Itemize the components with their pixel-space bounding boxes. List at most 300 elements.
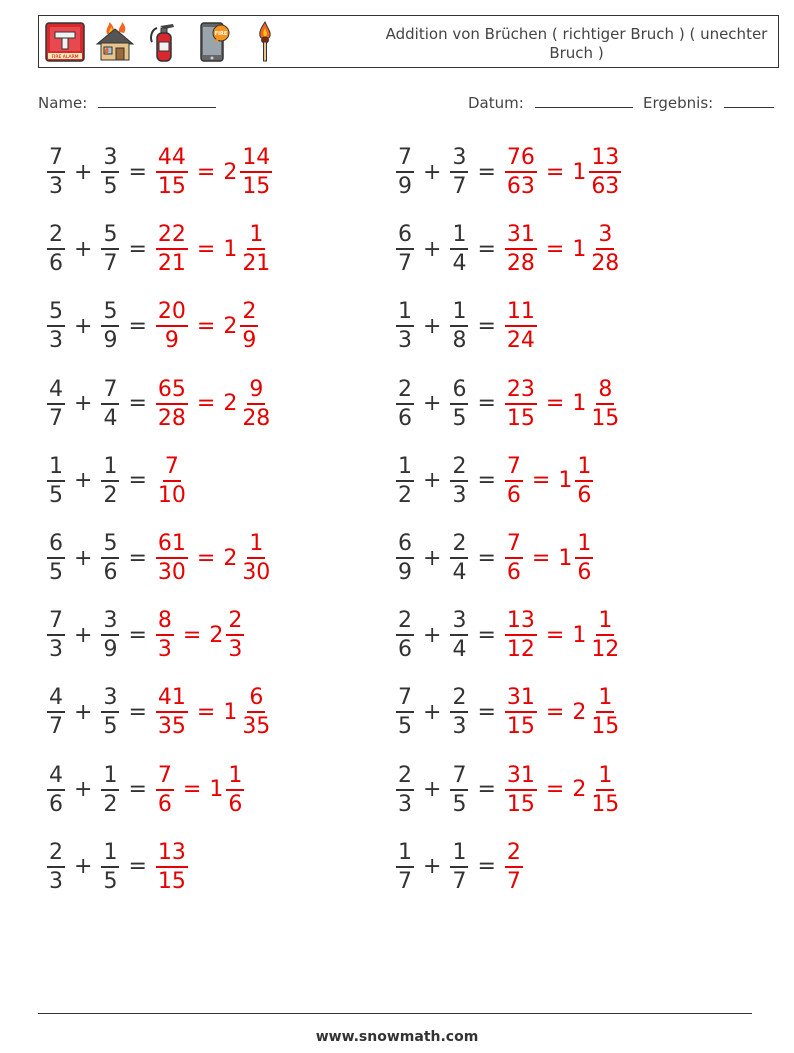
mixed-fraction [226,762,244,818]
addend-fraction-1-numerator: 2 [396,376,414,405]
addend-fraction-1 [396,453,414,509]
mixed-fraction [589,762,621,818]
equals-sign: = [128,854,147,880]
addend-fraction-2-numerator: 1 [101,762,119,791]
mixed-whole-number: 1 [223,236,238,262]
addend-fraction-2-numerator: 1 [450,298,468,327]
answer-fraction [156,376,188,432]
answer-fraction-numerator: 2 [505,839,523,868]
addend-fraction-2 [450,839,468,895]
addend-fraction-2-numerator: 3 [450,607,468,636]
addend-fraction-2-denominator: 7 [452,174,467,199]
answer-fraction-numerator: 20 [156,298,188,327]
addend-fraction-1 [47,684,65,740]
answer-equals-sign: = [531,468,551,494]
answer [502,839,526,895]
plus-sign: + [423,236,442,262]
plus-sign: + [423,622,442,648]
addend-fraction-2-denominator: 4 [452,637,467,663]
addend-fraction-2 [450,376,468,432]
mixed-fraction-denominator: 28 [591,251,620,277]
problem-item [393,294,540,358]
answer [502,298,540,354]
answer-fraction-denominator: 28 [157,405,186,431]
answer-equals-sign: = [545,622,565,648]
footer-url: www.snowmath.com [315,1029,479,1045]
answer-fraction-numerator: 13 [156,839,188,868]
addend-fraction-1-denominator: 5 [49,560,63,585]
addend-fraction-2-numerator: 2 [450,453,468,482]
addend-fraction-1-numerator: 7 [47,607,65,636]
problem-item [44,835,191,899]
addend-fraction-2-denominator: 4 [103,405,118,431]
addend-fraction-1-denominator: 3 [49,637,63,663]
addend-fraction-1 [396,221,414,277]
mixed-fraction [240,684,272,740]
addend-fraction-2-numerator: 5 [101,298,119,327]
addend-fraction-1 [47,298,65,354]
equals-sign: = [128,159,147,185]
addend-fraction-1-numerator: 5 [47,298,65,327]
mixed-fraction-denominator: 28 [242,405,271,431]
problem-item [44,294,261,358]
equals-sign: = [477,236,496,262]
mixed-fraction-denominator: 15 [591,791,620,817]
date-blank[interactable] [535,94,633,108]
addend-fraction-1 [396,376,414,432]
addend-fraction-1-denominator: 6 [49,791,63,817]
answer-fraction [156,607,174,663]
answer [153,839,191,895]
answer [153,298,261,354]
plus-sign: + [74,777,93,803]
plus-sign: + [74,699,93,725]
equals-sign: = [477,159,496,185]
answer-fraction [505,376,537,432]
mixed-whole-number: 1 [223,699,238,725]
problem-item [44,603,247,667]
answer [153,684,275,740]
answer [153,607,247,663]
answer-equals-sign: = [545,699,565,725]
answer [153,376,275,432]
problem-item [393,680,624,744]
addend-fraction-1-denominator: 7 [49,405,63,431]
addend-fraction-2 [450,762,468,818]
answer-equals-sign: = [196,391,216,417]
plus-sign: + [423,854,442,880]
addend-fraction-1 [396,144,414,200]
mixed-whole-number: 2 [572,699,587,725]
equals-sign: = [477,854,496,880]
equals-sign: = [128,777,147,803]
mixed-fraction-numerator: 8 [596,376,614,405]
mixed-fraction-numerator: 13 [589,144,621,173]
plus-sign: + [423,545,442,571]
answer-equals-sign: = [545,391,565,417]
name-blank[interactable] [98,94,216,108]
answer-fraction-denominator: 35 [157,714,186,740]
addend-fraction-1-denominator: 3 [49,328,63,354]
answer-fraction [505,144,537,200]
mixed-fraction-numerator: 14 [240,144,272,173]
problem-item [393,526,596,590]
answer-fraction-numerator: 7 [163,453,181,482]
mixed-fraction-numerator: 1 [226,762,244,791]
plus-sign: + [423,159,442,185]
mixed-whole-number: 1 [209,777,224,803]
answer-equals-sign: = [196,236,216,262]
addend-fraction-2-denominator: 3 [452,482,467,508]
answer-fraction [156,530,188,586]
result-blank[interactable] [724,94,774,108]
mixed-whole-number: 2 [209,622,224,648]
plus-sign: + [74,468,93,494]
mixed-whole-number: 1 [572,622,587,648]
answer-equals-sign: = [196,159,216,185]
mixed-fraction [575,530,593,586]
svg-text:FIRE ALARM: FIRE ALARM [51,55,79,60]
addend-fraction-1-denominator: 6 [398,405,412,431]
mixed-fraction-numerator: 1 [247,221,265,250]
mixed-fraction [589,221,621,277]
problem-item [393,449,596,513]
addend-fraction-2-denominator: 7 [103,251,118,277]
addend-fraction-1 [47,839,65,895]
answer-fraction-numerator: 7 [156,762,174,791]
answer-fraction [505,298,537,354]
answer [502,762,624,818]
addend-fraction-2-numerator: 1 [450,221,468,250]
answer [153,530,275,586]
answer-fraction [156,839,188,895]
problem-item [44,526,275,590]
mixed-fraction-denominator: 30 [242,560,271,585]
addend-fraction-1-denominator: 3 [398,328,412,354]
plus-sign: + [423,313,442,339]
equals-sign: = [477,777,496,803]
answer-fraction-denominator: 6 [506,482,521,508]
addend-fraction-2-denominator: 6 [103,560,118,585]
addend-fraction-2-denominator: 2 [103,482,118,508]
answer-fraction-denominator: 15 [506,714,535,740]
problem-item [393,758,624,822]
answer-fraction-denominator: 7 [506,868,521,894]
addend-fraction-2-numerator: 3 [101,144,119,173]
mixed-fraction-numerator: 9 [247,376,265,405]
fire-alarm-icon [43,20,87,64]
answer-fraction-numerator: 7 [505,453,523,482]
answer-fraction-denominator: 15 [506,405,535,431]
answer-equals-sign: = [545,236,565,262]
date-field[interactable] [468,94,633,112]
answer-fraction-denominator: 15 [157,868,186,894]
result-field[interactable] [643,94,774,112]
addend-fraction-2-denominator: 4 [452,251,467,277]
addend-fraction-1-numerator: 7 [396,144,414,173]
plus-sign: + [74,313,93,339]
addend-fraction-2-denominator: 5 [452,791,467,817]
addend-fraction-1-numerator: 2 [47,221,65,250]
addend-fraction-1-denominator: 3 [398,791,412,817]
plus-sign: + [423,391,442,417]
answer-fraction [156,684,188,740]
answer-fraction [156,453,188,509]
answer-fraction [505,607,537,663]
answer-fraction-numerator: 76 [505,144,537,173]
mixed-whole-number: 1 [572,391,587,417]
equals-sign: = [128,699,147,725]
addend-fraction-2-denominator: 3 [452,714,467,740]
mixed-fraction-denominator: 9 [242,328,257,354]
mixed-fraction [226,607,244,663]
addend-fraction-1-numerator: 1 [396,839,414,868]
answer [502,607,624,663]
addend-fraction-1-denominator: 3 [49,174,63,199]
addend-fraction-1-denominator: 5 [398,714,412,740]
addend-fraction-2 [450,684,468,740]
addend-fraction-1 [47,221,65,277]
addend-fraction-2-numerator: 1 [450,839,468,868]
mixed-fraction-denominator: 3 [228,637,243,663]
answer-fraction-denominator: 9 [164,328,179,354]
mixed-fraction-numerator: 1 [575,530,593,559]
addend-fraction-2-denominator: 7 [452,868,467,894]
answer-equals-sign: = [196,699,216,725]
addend-fraction-1-denominator: 7 [398,251,412,277]
answer-fraction-numerator: 23 [505,376,537,405]
problem-item [44,758,247,822]
answer-fraction [505,530,523,586]
answer-fraction-denominator: 63 [506,174,535,199]
addend-fraction-1-denominator: 5 [49,482,63,508]
mixed-whole-number: 2 [223,313,238,339]
addend-fraction-2-numerator: 3 [101,684,119,713]
answer [502,221,624,277]
result-label: Ergebnis: [643,94,714,112]
addend-fraction-2-numerator: 2 [450,530,468,559]
answer-fraction-numerator: 65 [156,376,188,405]
addend-fraction-2-denominator: 8 [452,328,467,354]
addend-fraction-1-numerator: 4 [47,684,65,713]
answer [502,144,624,200]
mixed-fraction-denominator: 15 [591,405,620,431]
answer [153,453,191,509]
addend-fraction-2-denominator: 4 [452,560,467,585]
answer-equals-sign: = [196,313,216,339]
answer [502,376,624,432]
mixed-fraction [589,607,621,663]
addend-fraction-2-numerator: 3 [450,144,468,173]
addend-fraction-1-numerator: 1 [47,453,65,482]
addend-fraction-1-denominator: 7 [49,714,63,740]
answer-fraction-numerator: 31 [505,221,537,250]
addend-fraction-2 [450,607,468,663]
addend-fraction-2-denominator: 2 [103,791,118,817]
addend-fraction-1-numerator: 7 [47,144,65,173]
equals-sign: = [128,313,147,339]
addend-fraction-2 [450,453,468,509]
addend-fraction-1-denominator: 6 [49,251,63,277]
equals-sign: = [477,468,496,494]
mixed-fraction [240,298,258,354]
answer [153,221,275,277]
answer-fraction-denominator: 30 [157,560,186,585]
addend-fraction-1-denominator: 9 [398,560,412,585]
mixed-whole-number: 2 [572,777,587,803]
mixed-fraction-numerator: 2 [226,607,244,636]
addend-fraction-1-numerator: 2 [47,839,65,868]
mixed-fraction [240,221,272,277]
addend-fraction-1-numerator: 2 [396,762,414,791]
answer-fraction [156,144,188,200]
answer [153,762,247,818]
mixed-whole-number: 2 [223,159,238,185]
answer-fraction-denominator: 10 [157,482,186,508]
addend-fraction-1-numerator: 1 [396,298,414,327]
addend-fraction-2-numerator: 1 [101,453,119,482]
mixed-fraction-numerator: 1 [247,530,265,559]
plus-sign: + [74,622,93,648]
addend-fraction-1-numerator: 6 [47,530,65,559]
addend-fraction-2 [450,221,468,277]
name-field[interactable] [38,94,216,112]
addend-fraction-1 [396,530,414,586]
addend-fraction-2 [101,839,119,895]
mixed-fraction [240,530,272,586]
problem-item [393,835,526,899]
addend-fraction-1-denominator: 2 [398,482,412,508]
answer-fraction-numerator: 22 [156,221,188,250]
addend-fraction-2-numerator: 5 [101,221,119,250]
addend-fraction-2-denominator: 5 [452,405,467,431]
plus-sign: + [74,854,93,880]
name-label: Name: [38,94,88,112]
mixed-fraction-numerator: 1 [596,607,614,636]
answer-fraction-numerator: 11 [505,298,537,327]
matchstick-icon [243,20,287,64]
equals-sign: = [477,699,496,725]
answer-fraction-denominator: 15 [506,791,535,817]
addend-fraction-1-numerator: 6 [396,530,414,559]
addend-fraction-2-numerator: 5 [101,530,119,559]
addend-fraction-2 [101,376,119,432]
equals-sign: = [128,622,147,648]
addend-fraction-1-numerator: 7 [396,684,414,713]
answer-equals-sign: = [196,545,216,571]
footer-divider [38,1013,752,1014]
equals-sign: = [128,545,147,571]
addend-fraction-2 [101,298,119,354]
problem-item [44,449,191,513]
mixed-whole-number: 2 [223,545,238,571]
plus-sign: + [423,699,442,725]
addend-fraction-2 [101,530,119,586]
answer-fraction [156,298,188,354]
answer-fraction-numerator: 31 [505,762,537,791]
svg-text:FIRE: FIRE [214,31,228,37]
addend-fraction-2-denominator: 5 [103,868,118,894]
addend-fraction-2 [101,762,119,818]
addend-fraction-2-numerator: 6 [450,376,468,405]
equals-sign: = [477,391,496,417]
mixed-fraction [575,453,593,509]
answer-fraction-numerator: 31 [505,684,537,713]
answer-fraction [505,221,537,277]
answer-fraction-denominator: 3 [157,637,172,663]
mixed-fraction-numerator: 2 [240,298,258,327]
burning-house-icon [93,20,137,64]
date-label: Datum: [468,94,524,112]
answer-fraction-numerator: 8 [156,607,174,636]
addend-fraction-2 [101,221,119,277]
answer-fraction [505,762,537,818]
addend-fraction-1 [47,144,65,200]
addend-fraction-2 [101,684,119,740]
addend-fraction-2-denominator: 9 [103,637,118,663]
addend-fraction-1-numerator: 1 [396,453,414,482]
mixed-fraction-numerator: 1 [596,762,614,791]
addend-fraction-2-denominator: 9 [103,328,118,354]
addend-fraction-1-numerator: 2 [396,607,414,636]
answer-fraction [505,684,537,740]
mixed-fraction-denominator: 63 [591,174,620,199]
addend-fraction-1 [396,684,414,740]
answer-equals-sign: = [545,777,565,803]
fire-extinguisher-icon [143,20,187,64]
problem-item [393,217,624,281]
addend-fraction-1-denominator: 7 [398,868,412,894]
mixed-fraction-denominator: 6 [577,560,592,585]
problem-item [44,140,275,204]
problem-item [44,372,275,436]
addend-fraction-1-numerator: 4 [47,376,65,405]
addend-fraction-1 [47,376,65,432]
addend-fraction-1-numerator: 6 [396,221,414,250]
addend-fraction-2 [450,144,468,200]
mixed-fraction-numerator: 6 [247,684,265,713]
answer-fraction-numerator: 44 [156,144,188,173]
worksheet-header [38,15,779,68]
mixed-fraction [589,684,621,740]
mixed-fraction-denominator: 6 [577,482,592,508]
addend-fraction-2-numerator: 3 [101,607,119,636]
mixed-whole-number: 1 [558,545,573,571]
answer-fraction [156,221,188,277]
equals-sign: = [477,622,496,648]
addend-fraction-1 [396,762,414,818]
answer-fraction-denominator: 15 [157,174,186,199]
mixed-whole-number: 1 [572,236,587,262]
mixed-fraction-numerator: 1 [575,453,593,482]
answer-fraction-numerator: 13 [505,607,537,636]
answer [502,453,596,509]
mixed-fraction [240,376,272,432]
plus-sign: + [423,777,442,803]
mixed-whole-number: 1 [572,159,587,185]
mixed-whole-number: 2 [223,391,238,417]
addend-fraction-2-numerator: 7 [450,762,468,791]
addend-fraction-2 [101,607,119,663]
fire-call-phone-icon [193,20,237,64]
addend-fraction-1 [47,453,65,509]
problem-item [393,372,624,436]
addend-fraction-2 [101,453,119,509]
equals-sign: = [477,545,496,571]
answer-fraction-denominator: 21 [157,251,186,277]
addend-fraction-1 [47,530,65,586]
addend-fraction-2-denominator: 5 [103,714,118,740]
